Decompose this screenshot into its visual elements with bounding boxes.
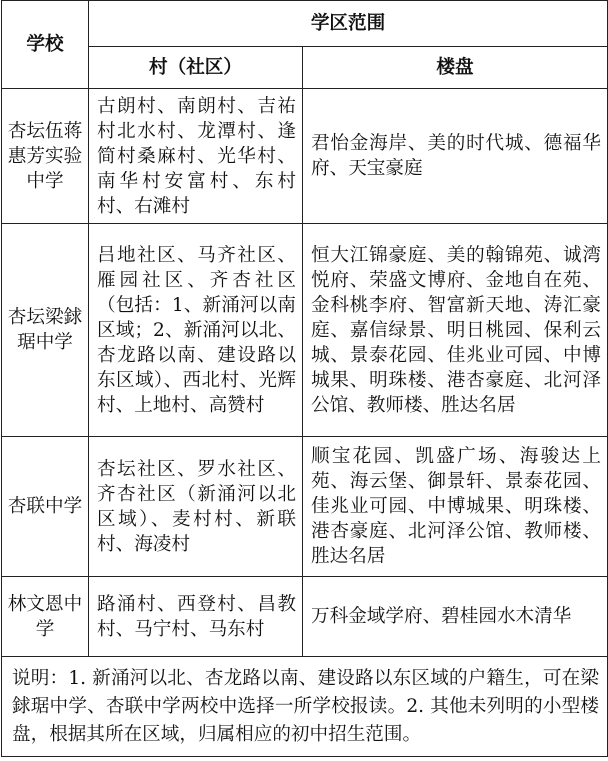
header-village: 村（社区） <box>89 47 303 89</box>
school-name: 杏坛梁銶琚中学 <box>2 224 89 437</box>
village-list: 古朗村、南朗村、吉祐村北水村、龙潭村、逢简村桑麻村、光华村、南华村安富村、东村村、右滩村 <box>89 89 303 224</box>
school-name: 林文恩中学 <box>2 577 89 657</box>
estate-list: 顺宝花园、凯盛广场、海骏达上苑、海云堡、御景轩、景泰花园、佳兆业可园、中博城果、明珠楼、港杏豪庭、北河泽公馆、教师楼、胜达名居 <box>303 437 608 577</box>
village-list: 吕地社区、马齐社区、雁园社区、齐杏社区（包括：1、新涌河以南区域；2、新涌河以北、杏龙路以南、建设路以东区域）、西北村、光辉村、上地村、高赞村 <box>89 224 303 437</box>
header-district-scope: 学区范围 <box>89 1 608 47</box>
estate-list: 君怡金海岸、美的时代城、德福华府、天宝豪庭 <box>303 89 608 224</box>
header-estate: 楼盘 <box>303 47 608 89</box>
table-row <box>2 577 608 657</box>
village-list: 路涌村、西登村、昌教村、马宁村、马东村 <box>89 577 303 657</box>
header-school: 学校 <box>2 1 89 89</box>
table-row <box>2 89 608 224</box>
header-row-top <box>2 1 608 47</box>
school-name: 杏联中学 <box>2 437 89 577</box>
note-row <box>2 657 608 757</box>
note-text: 说明：1. 新涌河以北、杏龙路以南、建设路以东区域的户籍生，可在梁銶琚中学、杏联中学两校中选择一所学校报读。2. 其他未列明的小型楼盘，根据其所在区域，归属相应的初中招生范围。 <box>2 657 608 757</box>
table-row <box>2 224 608 437</box>
school-district-table <box>1 0 608 757</box>
estate-list: 恒大江锦豪庭、美的翰锦苑、诚湾悦府、荣盛文博府、金地自在苑、金科桃李府、智富新天地、涛汇豪庭、嘉信绿景、明日桃园、保利云城、景泰花园、佳兆业可园、中博城果、明珠楼、港杏豪庭、北河泽公馆、教师楼、胜达名居 <box>303 224 608 437</box>
estate-list: 万科金域学府、碧桂园水木清华 <box>303 577 608 657</box>
table-row <box>2 437 608 577</box>
header-row-sub <box>2 47 608 89</box>
village-list: 杏坛社区、罗水社区、齐杏社区（新涌河以北区域）、麦村村、新联村、海凌村 <box>89 437 303 577</box>
school-district-document <box>1 0 607 757</box>
school-name: 杏坛伍蒋惠芳实验中学 <box>2 89 89 224</box>
